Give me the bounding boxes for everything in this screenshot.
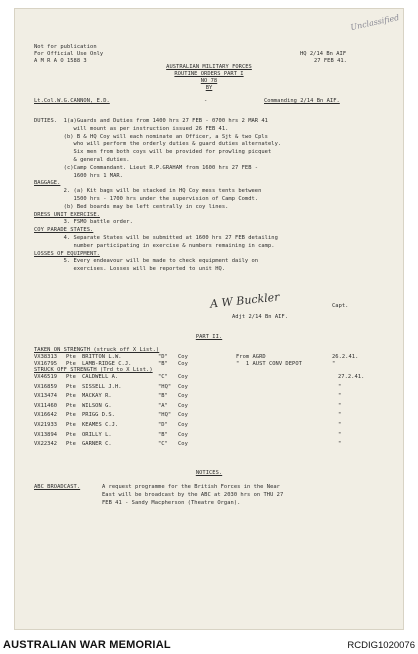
soldier-name: PRIGG D.S. (82, 412, 115, 419)
notice-line: FEB 41 - Sandy Macpherson (Theatre Organ). (102, 499, 241, 506)
struck-off-strength-heading: STRUCK OFF STRENGTH (Trd to X List.) (34, 367, 153, 373)
effective-date: " (338, 412, 342, 419)
doc-title-4: BY (205, 85, 213, 91)
part-two-title: PART II. (195, 334, 223, 340)
header-left-1: Not for publication (34, 44, 97, 50)
company-suffix: Coy (178, 360, 188, 367)
notice-line: A request programme for the British Forces in the Near (102, 484, 280, 490)
transfer-from: " 1 AUST CONV DEPOT (236, 360, 302, 367)
notice-line: East will be broadcast by the ABC at 2030 hrs on THU 27 (102, 491, 284, 498)
footer-source: AUSTRALIAN WAR MEMORIAL (3, 639, 171, 651)
co-appointment: Commanding 2/14 Bn AIF. (264, 98, 340, 104)
header-right-2: 27 FEB 41. (314, 58, 347, 64)
company-suffix: Coy (178, 431, 188, 438)
company: "B" (158, 393, 168, 400)
effective-date: " (338, 431, 342, 438)
doc-title-3: NO 78 (200, 78, 218, 84)
effective-date: " (338, 441, 342, 448)
abc-broadcast-heading: ABC BROADCAST. (34, 484, 81, 490)
effective-date: " (332, 360, 336, 367)
company: "B" (158, 360, 168, 367)
company-suffix: Coy (178, 422, 188, 428)
company: "HQ" (158, 383, 172, 390)
co-name: Lt.Col.W.G.CANNON, E.D. (34, 98, 110, 104)
order-line-duties: DUTIES. 1(a)Guards and Duties from 1400 hrs 27 FEB - 0700 hrs 2 MAR 41 (34, 118, 268, 124)
service-number: VX46519 (34, 374, 58, 380)
rank: Pte (66, 431, 76, 438)
order-line: 1600 hrs 1 MAR. (34, 172, 123, 179)
soldier-name: BRITTON L.W. (82, 354, 122, 360)
effective-date: 26.2.41. (332, 354, 359, 360)
service-number: VX22342 (34, 441, 58, 448)
company-suffix: Coy (178, 441, 188, 448)
order-line: 2. (a) Kit bags will be stacked in HQ Coy mess tents between (34, 188, 262, 195)
document-page (14, 8, 404, 630)
company-suffix: Coy (178, 354, 188, 360)
service-number: VX11460 (34, 402, 58, 409)
rank: Pte (66, 441, 76, 448)
rank: Pte (66, 383, 76, 390)
order-line: 3. FSMO battle order. (34, 219, 133, 226)
header-right-1: HQ 2/14 Bn AIF (300, 51, 347, 57)
company: "B" (158, 431, 168, 438)
service-number: VX16859 (34, 383, 58, 390)
order-line: LOSSES OF EQUIPMENT. (34, 250, 100, 257)
signature-appointment: Adjt 2/14 Bn AIF. (232, 314, 289, 320)
service-number: VX21933 (34, 422, 58, 428)
doc-title-1: AUSTRALIAN MILITARY FORCES (166, 64, 252, 70)
order-line: 1500 hrs - 1700 hrs under the supervision of Camp Comdt. (34, 196, 259, 202)
soldier-name: KEAMES C.J. (82, 422, 119, 428)
order-line: & general duties. (34, 157, 130, 163)
taken-on-strength-heading: TAKEN ON STRENGTH (struck off X List.) (34, 347, 160, 353)
service-number: VX13894 (34, 431, 58, 438)
notices-title: NOTICES. (195, 470, 223, 476)
soldier-name: SISSELL J.H. (82, 383, 122, 390)
effective-date: " (338, 383, 342, 390)
order-line: (b) Bed boards may be left centrally in coy lines. (34, 203, 229, 210)
order-line: BAGGAGE. (34, 180, 61, 187)
order-line: who will perform the orderly duties & guard duties alternately. (34, 141, 282, 148)
service-number: VX16795 (34, 360, 58, 367)
rank: Pte (66, 412, 76, 419)
company: "C" (158, 374, 168, 380)
order-line: DRESS UNIT EXERCISE. (34, 211, 100, 218)
header-left-2: For Official Use Only (34, 51, 104, 57)
signature-rank: Capt. (332, 303, 349, 309)
rank: Pte (66, 374, 76, 380)
order-line: Six men from both coys will be provided for prowling picquet (34, 149, 272, 156)
co-dash: - (204, 98, 208, 104)
doc-title-2: ROUTINE ORDERS PART I (174, 71, 244, 77)
soldier-name: GARNER C. (82, 441, 112, 448)
order-line: (c)Camp Commandant. Lieut R.P.GRAHAM from 1600 hrs 27 FEB - (34, 164, 259, 171)
effective-date: " (338, 422, 342, 428)
soldier-name: WILSON G. (82, 402, 112, 409)
order-line: COY PARADE STATES. (34, 227, 94, 234)
soldier-name: ORILLY L. (82, 431, 112, 438)
effective-date: " (338, 393, 342, 400)
transfer-from: From AGRD (236, 354, 266, 360)
rank: Pte (66, 393, 76, 400)
order-line: exercises. Losses will be reported to unit HQ. (34, 266, 226, 273)
company-suffix: Coy (178, 383, 188, 390)
company: "HQ" (158, 412, 172, 419)
handwritten-signature: A W Buckler (209, 290, 281, 311)
order-line: will mount as per instruction issued 26 FEB 41. (34, 125, 229, 132)
soldier-name: LAMB-RIDGE C.J. (82, 360, 132, 367)
soldier-name: MACKAY R. (82, 393, 112, 400)
service-number: VX13474 (34, 393, 58, 400)
archive-footer (0, 636, 418, 654)
effective-date: 27.2.41. (338, 374, 365, 380)
order-line: 4. Separate States will be submitted at 1600 hrs 27 FEB detailing (34, 235, 278, 241)
effective-date: " (338, 402, 342, 409)
company: "D" (158, 422, 168, 428)
company-suffix: Coy (178, 412, 188, 419)
company-suffix: Coy (178, 393, 188, 400)
service-number: VX16642 (34, 412, 58, 419)
order-line: (b) B & HQ Coy will each nominate an Officer, a Sjt & two Cpls (34, 133, 268, 140)
rank: Pte (66, 354, 76, 360)
footer-identifier: RCDIG1020076 (347, 640, 415, 651)
company: "D" (158, 354, 168, 360)
corner-pencil-note: Unclassified (349, 12, 401, 33)
order-line: number participating in exercise & numbers remaining in camp. (34, 242, 275, 249)
order-line: 5. Every endeavour will be made to check equipment daily on (34, 258, 259, 265)
company-suffix: Coy (178, 402, 188, 409)
header-left-3: A M R A O 1588 3 (34, 58, 87, 64)
rank: Pte (66, 402, 76, 409)
rank: Pte (66, 360, 76, 367)
company: "C" (158, 441, 168, 448)
company: "A" (158, 402, 168, 409)
rank: Pte (66, 422, 76, 428)
company-suffix: Coy (178, 374, 188, 380)
service-number: VX38313 (34, 354, 58, 360)
soldier-name: CALDWELL A. (82, 374, 119, 380)
